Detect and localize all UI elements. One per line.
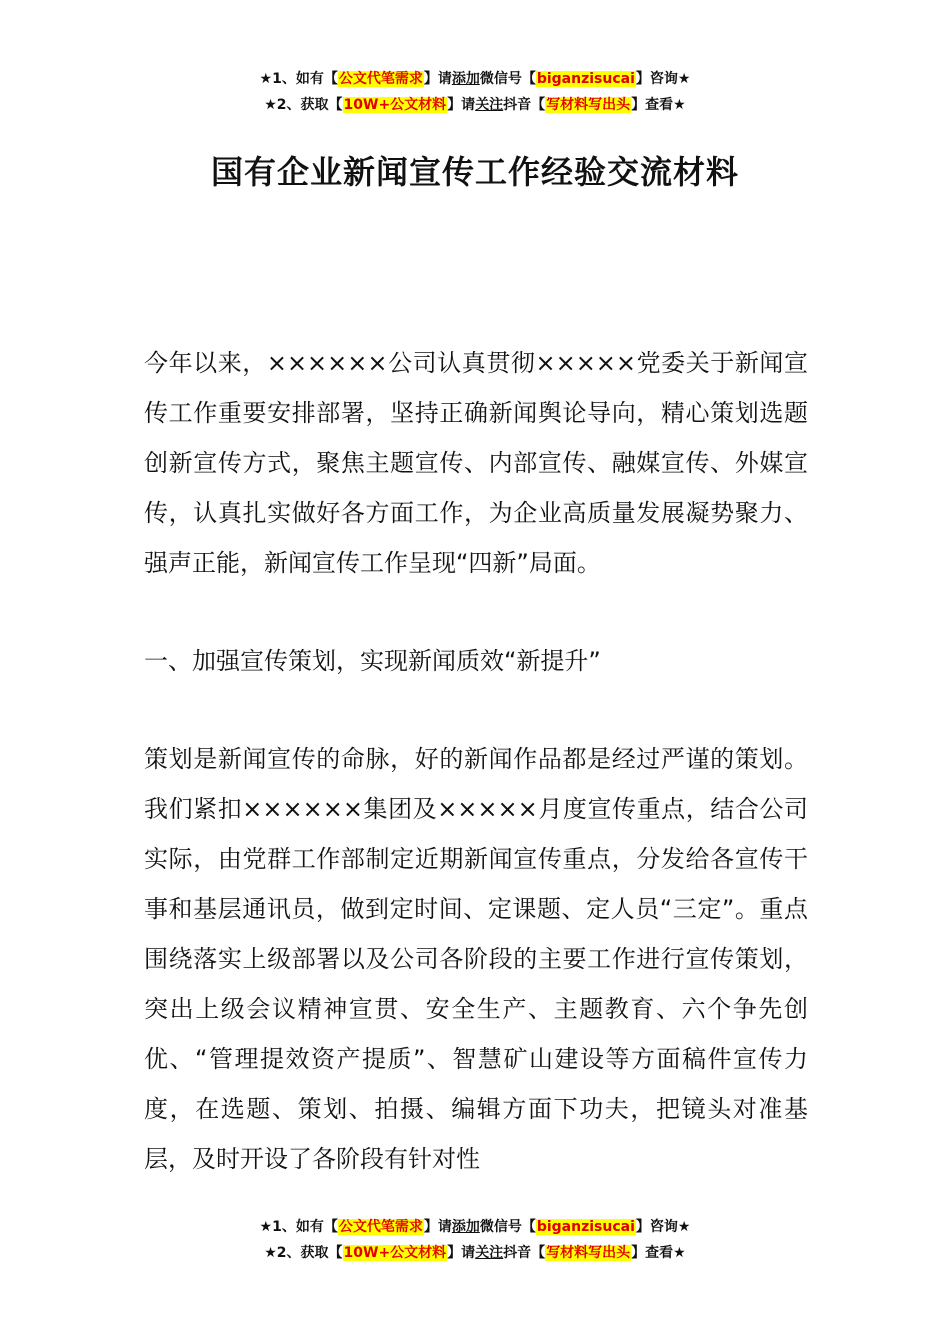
banner-line-1	[0, 1214, 950, 1240]
banner-highlight: 10W+公文材料	[343, 97, 447, 113]
banner-text: 抖音【	[503, 97, 546, 113]
document-title: 国有企业新闻宣传工作经验交流材料	[210, 153, 739, 191]
banner-line-2	[0, 92, 950, 118]
banner-line-1	[0, 66, 950, 92]
banner-text: 】查看★	[631, 1245, 686, 1261]
section-heading: 一、加强宣传策划，实现新闻质效“新提升”	[144, 647, 601, 675]
banner-text: 】咨询★	[635, 71, 691, 87]
paragraph-body: 策划是新闻宣传的命脉，好的新闻作品都是经过严谨的策划。我们紧扣××××××集团及×××××月度宣传重点，结合公司实际，由党群工作部制定近期新闻宣传重点，分发给各宣传干事和基层通讯员，做到定时间、定课题、定人员“三定”。重点围绕落实上级部署以及公司各阶段的主要工作进行宣传策划，突出上级会议精神宣贯、安全生产、主题教育、六个争先创优、“管理提效资产提质”、智慧矿山建设等方面稿件宣传力度，在选题、策划、拍摄、编辑方面下功夫，把镜头对准基层，及时开设了各阶段有针对性	[144, 745, 808, 1173]
banner-highlight: 写材料写出头	[546, 1245, 631, 1261]
banner-text: 】请	[447, 97, 476, 113]
banner-highlight: 10W+公文材料	[343, 1245, 447, 1261]
banner-highlight: biganzisucai	[536, 71, 635, 87]
footer-banner	[0, 1214, 950, 1266]
banner-text: 】请	[447, 1245, 476, 1261]
banner-highlight: biganzisucai	[536, 1219, 635, 1235]
banner-text: ★1、如有【	[259, 1219, 338, 1235]
banner-text: 】查看★	[631, 97, 686, 113]
banner-underline: 添加	[451, 1219, 480, 1235]
banner-text: 】咨询★	[635, 1219, 691, 1235]
banner-underline: 关注	[475, 1245, 504, 1261]
header-banner	[0, 66, 950, 118]
banner-text: ★2、获取【	[264, 97, 343, 113]
banner-underline: 添加	[451, 71, 480, 87]
banner-text: 抖音【	[503, 1245, 546, 1261]
banner-text: ★1、如有【	[259, 71, 338, 87]
banner-text: 】请	[423, 1219, 452, 1235]
paragraph-intro: 今年以来，××××××公司认真贯彻×××××党委关于新闻宣传工作重要安排部署，坚持正确新闻舆论导向，精心策划选题创新宣传方式，聚焦主题宣传、内部宣传、融媒宣传、外媒宣传，认真扎实做好各方面工作，为企业高质量发展凝势聚力、强声正能，新闻宣传工作呈现“四新”局面。	[144, 349, 808, 577]
banner-text: 】请	[423, 71, 452, 87]
document-body	[144, 338, 808, 1184]
banner-text: ★2、获取【	[264, 1245, 343, 1261]
banner-highlight: 公文代笔需求	[338, 1219, 423, 1235]
banner-line-2	[0, 1240, 950, 1266]
banner-text: 微信号【	[479, 71, 536, 87]
banner-text: 微信号【	[479, 1219, 536, 1235]
banner-highlight: 公文代笔需求	[338, 71, 423, 87]
banner-underline: 关注	[475, 97, 504, 113]
banner-highlight: 写材料写出头	[546, 97, 631, 113]
